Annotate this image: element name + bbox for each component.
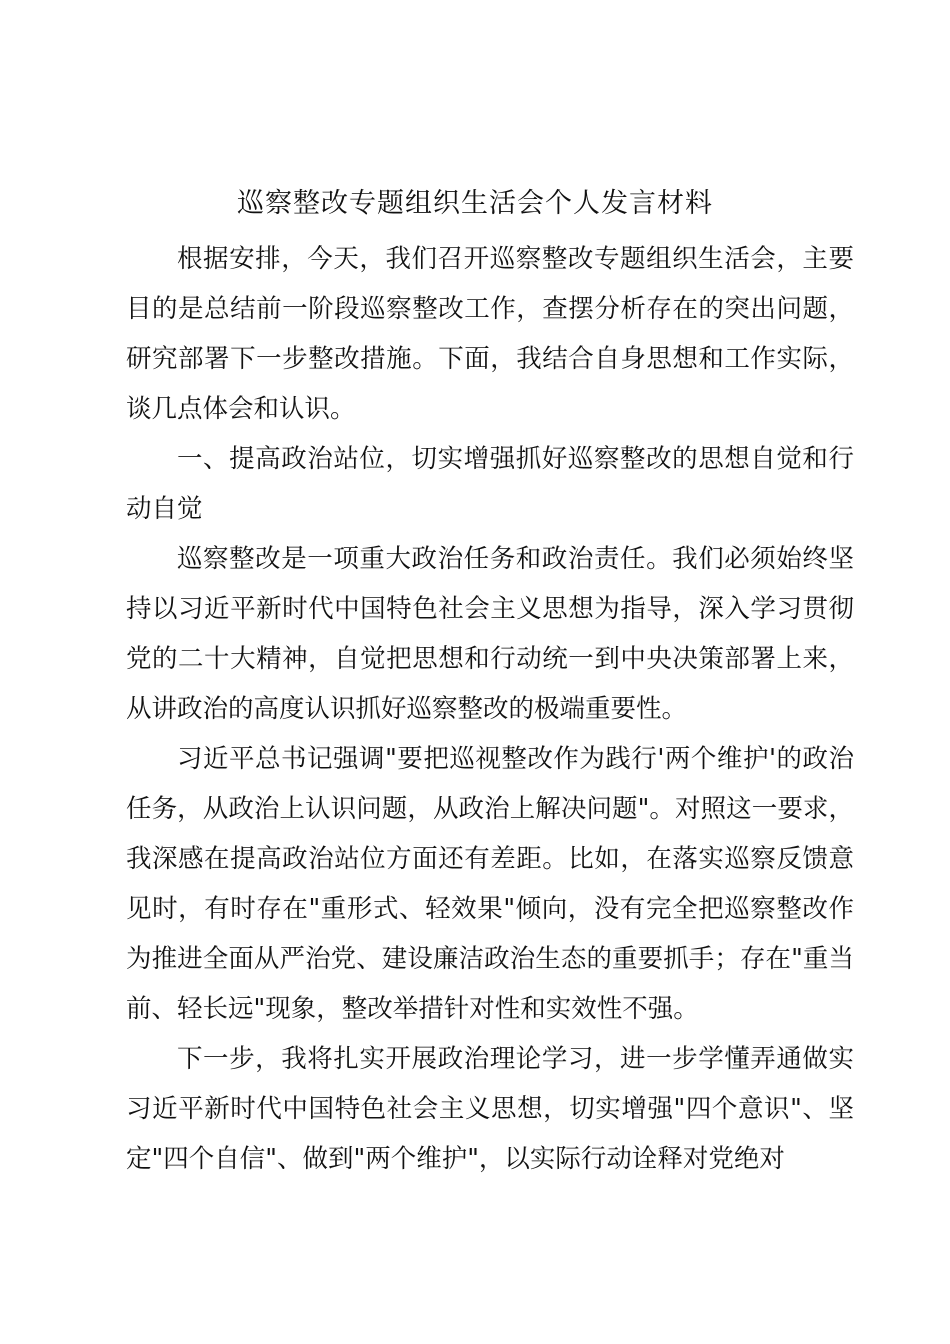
intro-paragraph: 根据安排，今天，我们召开巡察整改专题组织生活会，主要目的是总结前一阶段巡察整改工作，查摆分析存在的突出问题，研究部署下一步整改措施。下面，我结合自身思想和工作实际，谈几点体会和认识。 (126, 244, 854, 424)
body-paragraph-1: 巡察整改是一项重大政治任务和政治责任。我们必须始终坚持以习近平新时代中国特色社会主义思想为指导，深入学习贯彻党的二十大精神，自觉把思想和行动统一到中央决策部署上来，从讲政治的高度认识抓好巡察整改的极端重要性。 (126, 544, 854, 724)
document-title: 巡察整改专题组织生活会个人发言材料 (237, 188, 713, 219)
section-heading-1: 一、提高政治站位，切实增强抓好巡察整改的思想自觉和行动自觉 (126, 444, 854, 524)
body-paragraph-3: 下一步，我将扎实开展政治理论学习，进一步学懂弄通做实习近平新时代中国特色社会主义思想，切实增强"四个意识"、坚定"四个自信"、做到"两个维护"，以实际行动诠释对党绝对 (126, 1044, 854, 1174)
body-paragraph-2: 习近平总书记强调"要把巡视整改作为践行'两个维护'的政治任务，从政治上认识问题，从政治上解决问题"。对照这一要求，我深感在提高政治站位方面还有差距。比如，在落实巡察反馈意见时，有时存在"重形式、轻效果"倾向，没有完全把巡察整改作为推进全面从严治党、建设廉洁政治生态的重要抓手；存在"重当前、轻长远"现象，整改举措针对性和实效性不强。 (126, 744, 854, 1024)
document-body (126, 234, 854, 1184)
